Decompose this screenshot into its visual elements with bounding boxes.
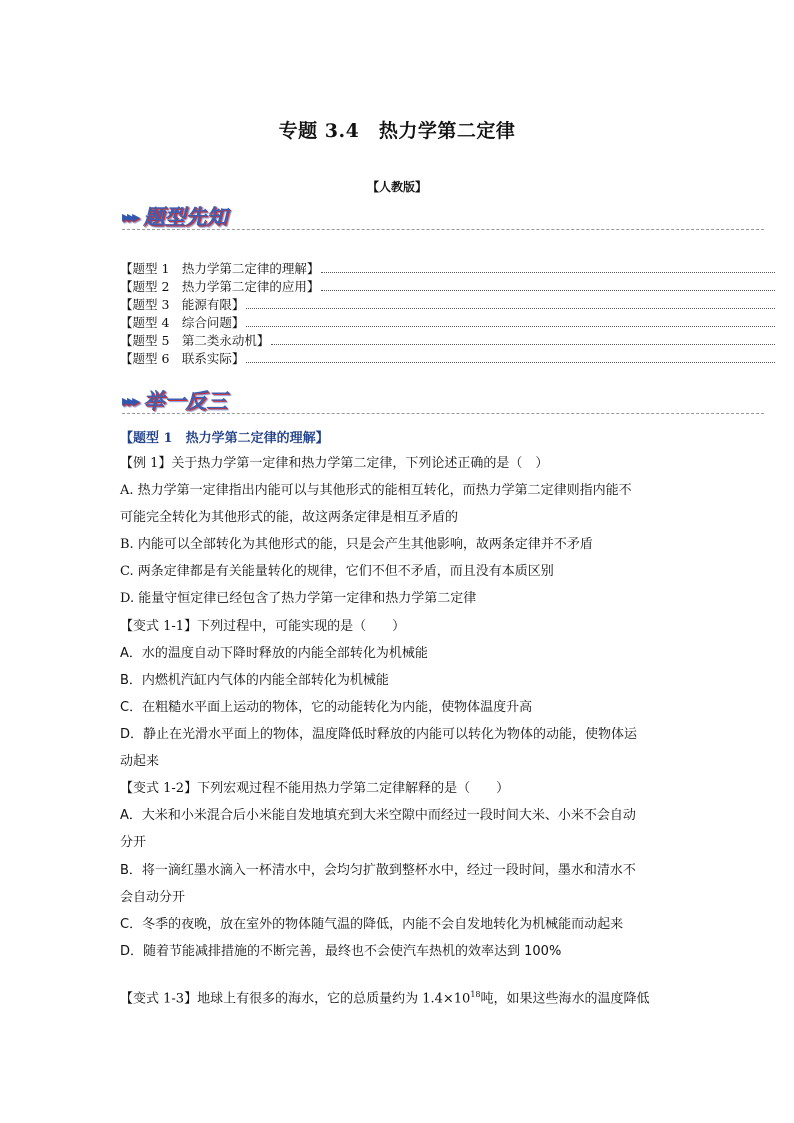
toc-item-label: 【题型 6 联系实际】 bbox=[120, 351, 245, 366]
section-heading: 【题型 1 热力学第二定律的理解】 bbox=[120, 431, 329, 446]
toc-leader-dots bbox=[321, 261, 775, 273]
question-line bbox=[120, 986, 680, 1008]
toc-item[interactable] bbox=[120, 296, 775, 314]
question-line: C．在粗糙水平面上运动的物体，它的动能转化为内能，使物体温度升高 bbox=[120, 700, 533, 715]
toc-leader-dots bbox=[246, 315, 775, 327]
page-title: 专题 3.4 热力学第二定律 bbox=[278, 120, 516, 142]
question-line: A．水的温度自动下降时释放的内能全部转化为机械能 bbox=[120, 646, 428, 661]
question-line: 分开 bbox=[120, 835, 147, 850]
banner-type-preview-label: 题型先知 bbox=[143, 205, 228, 229]
toc-leader-dots bbox=[271, 333, 775, 345]
toc-item-label: 【题型 4 综合问题】 bbox=[120, 315, 245, 330]
toc-leader-dots bbox=[246, 351, 775, 363]
toc-item-label: 【题型 2 热力学第二定律的应用】 bbox=[120, 279, 320, 294]
question-line: 【变式 1-2】下列宏观过程不能用热力学第二定律解释的是（ ） bbox=[120, 781, 510, 796]
question-line: B．内燃机汽缸内气体的内能全部转化为机械能 bbox=[120, 673, 389, 688]
question-line: 【变式 1-1】下列过程中，可能实现的是（ ） bbox=[120, 619, 406, 634]
question-text: 吨，如果这些海水的温度降低 bbox=[480, 991, 650, 1007]
question-line: C．冬季的夜晚，放在室外的物体随气温的降低，内能不会自发地转化为机械能而动起来 bbox=[120, 917, 624, 932]
question-text: 【变式 1-3】地球上有很多的海水，它的总质量约为 1.4×10 bbox=[120, 991, 471, 1007]
triple-arrow-icon: ▸▸▸ bbox=[122, 390, 138, 410]
toc-item-label: 【题型 5 第二类永动机】 bbox=[120, 333, 270, 348]
toc-item[interactable] bbox=[120, 278, 775, 296]
question-line: 可能完全转化为其他形式的能，故这两条定律是相互矛盾的 bbox=[120, 510, 459, 525]
question-line: A. 热力学第一定律指出内能可以与其他形式的能相互转化，而热力学第二定律则指内能不 bbox=[120, 483, 632, 498]
toc-item[interactable] bbox=[120, 332, 775, 350]
toc-leader-dots bbox=[321, 279, 775, 291]
triple-arrow-icon: ▸▸▸ bbox=[122, 206, 138, 226]
question-line: A．大米和小米混合后小米能自发地填充到大米空隙中而经过一段时间大米、小米不会自动 bbox=[120, 808, 636, 823]
question-line: B. 内能可以全部转化为其他形式的能，只是会产生其他影响，故两条定律并不矛盾 bbox=[120, 537, 593, 552]
question-line: D．静止在光滑水平面上的物体，温度降低时释放的内能可以转化为物体的动能，使物体运 bbox=[120, 727, 638, 742]
exponent: 18 bbox=[470, 990, 481, 999]
banner-type-preview bbox=[122, 199, 227, 233]
toc-item[interactable] bbox=[120, 350, 775, 368]
question-line: C. 两条定律都是有关能量转化的规律，它们不但不矛盾，而且没有本质区别 bbox=[120, 564, 554, 579]
banner-practice bbox=[122, 383, 227, 417]
question-line: D．随着节能减排措施的不断完善，最终也不会使汽车热机的效率达到 100% bbox=[120, 944, 562, 959]
toc-item[interactable] bbox=[120, 314, 775, 332]
question-line: 【例 1】关于热力学第一定律和热力学第二定律，下列论述正确的是（ ） bbox=[120, 456, 549, 471]
toc-leader-dots bbox=[246, 297, 775, 309]
question-line: B．将一滴红墨水滴入一杯清水中，会均匀扩散到整杯水中，经过一段时间，墨水和清水不 bbox=[120, 863, 636, 878]
banner-practice-label: 举一反三 bbox=[143, 389, 228, 413]
section-divider bbox=[122, 413, 764, 414]
question-line: 动起来 bbox=[120, 754, 160, 769]
question-line: 会自动分开 bbox=[120, 890, 186, 905]
section-divider bbox=[122, 229, 764, 230]
edition-label: 【人教版】 bbox=[366, 180, 427, 194]
toc-item-label: 【题型 1 热力学第二定律的理解】 bbox=[120, 261, 320, 276]
toc-item[interactable] bbox=[120, 260, 775, 278]
question-line: D. 能量守恒定律已经包含了热力学第一定律和热力学第二定律 bbox=[120, 591, 477, 606]
toc-item-label: 【题型 3 能源有限】 bbox=[120, 297, 245, 312]
